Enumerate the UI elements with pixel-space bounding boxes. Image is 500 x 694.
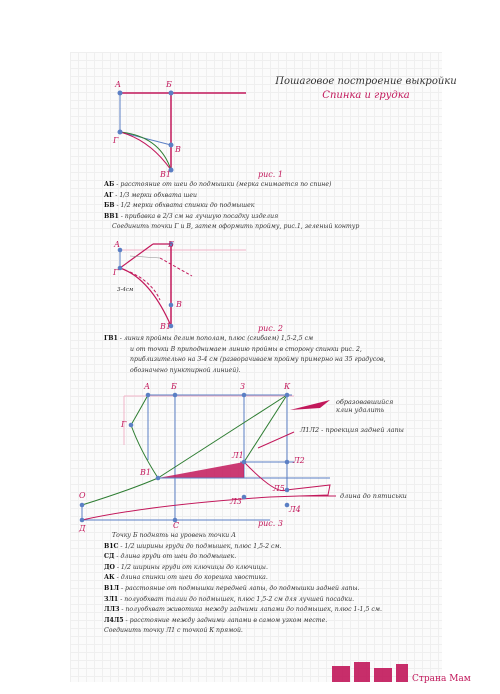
fig3-label-a: А <box>144 382 151 391</box>
fig1-label-v: В <box>175 145 181 154</box>
fig3-line-7: ЗЛ1 - полуобхват талии до подмышек, плюс 1,5-2 см для лучшей посадки. <box>104 595 355 603</box>
fig3-text <box>104 531 382 637</box>
fig2-text <box>104 334 386 376</box>
fig3-line-8: ЛЛЗ - полуобхват животика между задними лапами до подмышек, плюс 1-1,5 см. <box>104 606 382 614</box>
fig3-line-1: Точку Б поднять на уровень точки А <box>112 532 236 539</box>
fig3-line-3: СД - длина груди от шеи до подмышек. <box>104 553 237 561</box>
page-subtitle: Спинка и грудка <box>322 90 410 101</box>
fig3-label-z: З <box>240 382 245 391</box>
fig2-line-4: обозначено пунктирной линией). <box>130 366 241 374</box>
fig3-label-g: Г <box>121 420 127 429</box>
fig3-label-l3: Л3 <box>230 497 242 506</box>
fig3-label-d: Д <box>79 524 86 533</box>
fig2-line-2: и от точки В приподнимаем линию проймы в сторону спинки рис. 2, <box>130 345 362 353</box>
fig1-label-a: А <box>115 80 122 89</box>
fig3-annotation-projection: Л1Л2 - проекция задней лапы <box>300 426 404 434</box>
fig2-label-g: Г <box>113 268 119 277</box>
fig2-label-v: В <box>176 300 182 309</box>
fig2-caption: рис. 2 <box>258 324 283 333</box>
fig2-line-1: ГВ1 - линия проймы делим пополам, плюс (сгибаем) 1,5-2,5 см <box>104 335 314 342</box>
fig2-label-b: Б <box>168 240 174 249</box>
fig3-line-9: Л4Л5 - расстояние между задними лапами в самом узком месте. <box>104 616 328 624</box>
fig1-line-2: АГ - 1/3 мерки обхвата шеи <box>104 191 197 199</box>
figure-2 <box>118 242 246 329</box>
watermark-logo <box>332 662 408 682</box>
fig2-label-a: А <box>114 240 121 249</box>
fig3-line-6: В1Л - расстояние от подмышки передней лапы, до подмышки задней лапы. <box>104 584 360 592</box>
fig1-label-b: Б <box>166 80 172 89</box>
fig1-text <box>104 180 359 233</box>
fig3-label-c: С <box>173 521 180 530</box>
fig3-label-b: Б <box>171 382 177 391</box>
fig3-label-l5: Л5 <box>273 484 285 493</box>
fig3-line-10: Соединить точку Л1 с точкой К прямой. <box>104 627 243 635</box>
fig3-label-v1: В1 <box>140 468 151 477</box>
fig3-label-o: О <box>79 491 86 500</box>
fig3-line-4: ДО - 1/2 ширины груди от ключицы до ключицы. <box>104 563 268 571</box>
fig3-label-l1: Л1 <box>232 451 244 460</box>
fig1-label-v1: В1 <box>160 170 171 179</box>
fig2-line-3: приблизительно на 3-4 см (разворачиваем пройму примерно на 35 градусов, <box>130 356 386 364</box>
fig1-line-3: БВ - 1/2 мерки обхвата спинки до подмышек <box>104 202 255 210</box>
fig3-line-5: АК - длина спинки от шеи до корешка хвостика. <box>104 574 268 582</box>
fig1-line-5: Соединить точки Г и В, затем оформить пройму, рис.1, зеленый контур <box>112 223 360 231</box>
page-title: Пошаговое построение выкройки <box>275 76 457 87</box>
fig3-label-l4: Л4 <box>289 505 301 514</box>
fig1-line-1: АБ - расстояние от шеи до подмышки (мерка снимается по спине) <box>104 181 332 188</box>
fig1-line-4: ВВ1 - прибавка в 2/3 см на лучшую посадку изделия <box>104 212 279 220</box>
fig3-caption: рис. 3 <box>258 519 283 528</box>
fig1-caption: рис. 1 <box>258 170 283 179</box>
fig3-annotation-wedge: образовавшийся клин удалить <box>336 398 394 414</box>
fig2-label-measure: 3-4см <box>117 287 134 293</box>
fig2-label-v1: В1 <box>160 322 171 331</box>
fig3-label-k: К <box>284 382 291 391</box>
watermark-text: Страна Мам <box>412 674 471 684</box>
fig3-annotation-length: длина до пятиськи <box>340 492 407 500</box>
figure-1 <box>118 91 247 173</box>
fig1-label-g: Г <box>113 136 119 145</box>
fig3-line-2: В1С - 1/2 ширины груди до подмышек, плюс 1,5-2 см. <box>104 542 282 550</box>
fig3-label-l2: Л2 <box>293 456 305 465</box>
